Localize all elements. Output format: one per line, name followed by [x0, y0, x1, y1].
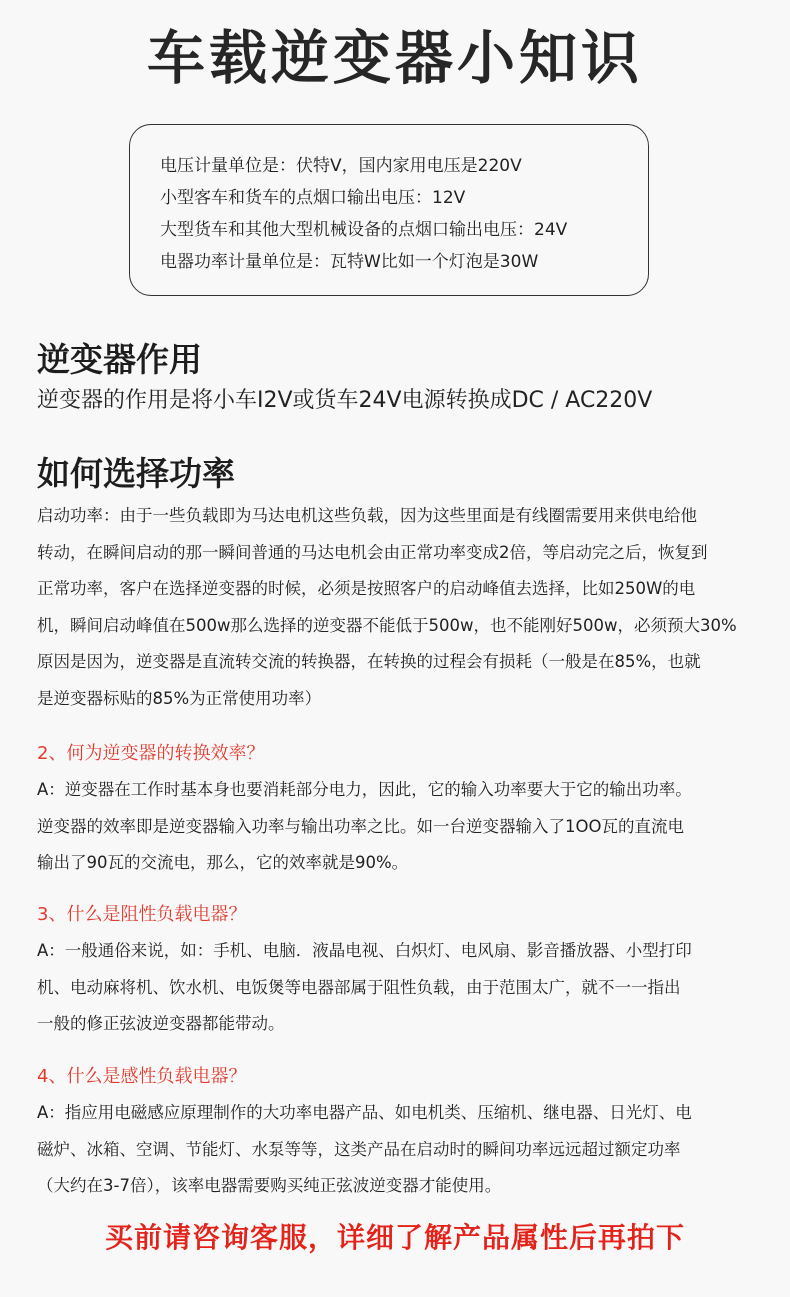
paragraph-line: （大约在3-7倍），该率电器需要购买纯正弦波逆变器才能使用。 [37, 1176, 502, 1195]
paragraph-line: 一般的修正弦波逆变器都能带动。 [37, 1014, 285, 1033]
info-line: 小型客车和货车的点烟口输出电压：12V [160, 188, 466, 208]
answer-inductive-load [37, 1095, 757, 1205]
section-heading-power: 如何选择功率 [37, 454, 235, 493]
answer-resistive-load [37, 933, 757, 1043]
paragraph-line: 机，瞬间启动峰值在500w那么选择的逆变器不能低于500w，也不能刚好500w，必须预大30% [37, 615, 737, 635]
paragraph-line: A：逆变器在工作时基本身也要消耗部分电力，因此，它的输入功率要大于它的输出功率。 [37, 780, 692, 799]
info-line: 电压计量单位是：伏特V，国内家用电压是220V [160, 156, 522, 176]
paragraph-line: 是逆变器标贴的85%为正常使用功率） [37, 688, 322, 708]
paragraph-line: 逆变器的效率即是逆变器输入功率与输出功率之比。如一台逆变器输入了1OO瓦的直流电 [37, 816, 684, 836]
function-description: 逆变器的作用是将小车I2V或货车24V电源转换成DC / AC220V [37, 388, 653, 413]
paragraph-line: 启动功率：由于一些负载即为马达电机这些负载，因为这些里面是有线圈需要用来供电给他 [37, 506, 697, 525]
info-box [129, 124, 649, 296]
answer-efficiency [37, 772, 757, 882]
info-line: 大型货车和其他大型机械设备的点烟口输出电压：24V [160, 220, 568, 240]
paragraph-line: 正常功率，客户在选择逆变器的时候，必须是按照客户的启动峰值去选择，比如250W的电 [37, 579, 696, 598]
question-inductive-load: 4、什么是感性负载电器？ [37, 1066, 247, 1087]
paragraph-line: A：一般通俗来说，如：手机、电脑．液晶电视、白炽灯、电风扇、影音播放器、小型打印 [37, 941, 692, 960]
footer-notice: 买前请咨询客服，详细了解产品属性后再拍下 [104, 1221, 685, 1254]
section-heading-function: 逆变器作用 [37, 340, 202, 379]
page-title: 车载逆变器小知识 [146, 24, 643, 92]
info-line: 电器功率计量单位是：瓦特W比如一个灯泡是30W [160, 252, 539, 272]
paragraph-line: 转动，在瞬间启动的那一瞬间普通的马达电机会由正常功率变成2倍，等启动完之后，恢复到 [37, 542, 708, 562]
paragraph-line: A：指应用电磁感应原理制作的大功率电器产品、如电机类、压缩机、继电器、日光灯、电 [37, 1103, 692, 1122]
question-resistive-load: 3、什么是阻性负载电器？ [37, 904, 247, 925]
paragraph-line: 输出了90瓦的交流电，那么，它的效率就是90%。 [37, 853, 409, 872]
paragraph-line: 机、电动麻将机、饮水机、电饭煲等电器部属于阻性负载，由于范围太广，就不一一指出 [37, 977, 681, 997]
question-efficiency: 2、何为逆变器的转换效率？ [37, 743, 265, 764]
paragraph-line: 原因是因为，逆变器是直流转交流的转换器，在转换的过程会有损耗（一般是在85%，也就 [37, 652, 701, 671]
power-paragraph [37, 498, 757, 717]
paragraph-line: 磁炉、冰箱、空调、节能灯、水泵等等，这类产品在启动时的瞬间功率远远超过额定功率 [37, 1139, 681, 1159]
